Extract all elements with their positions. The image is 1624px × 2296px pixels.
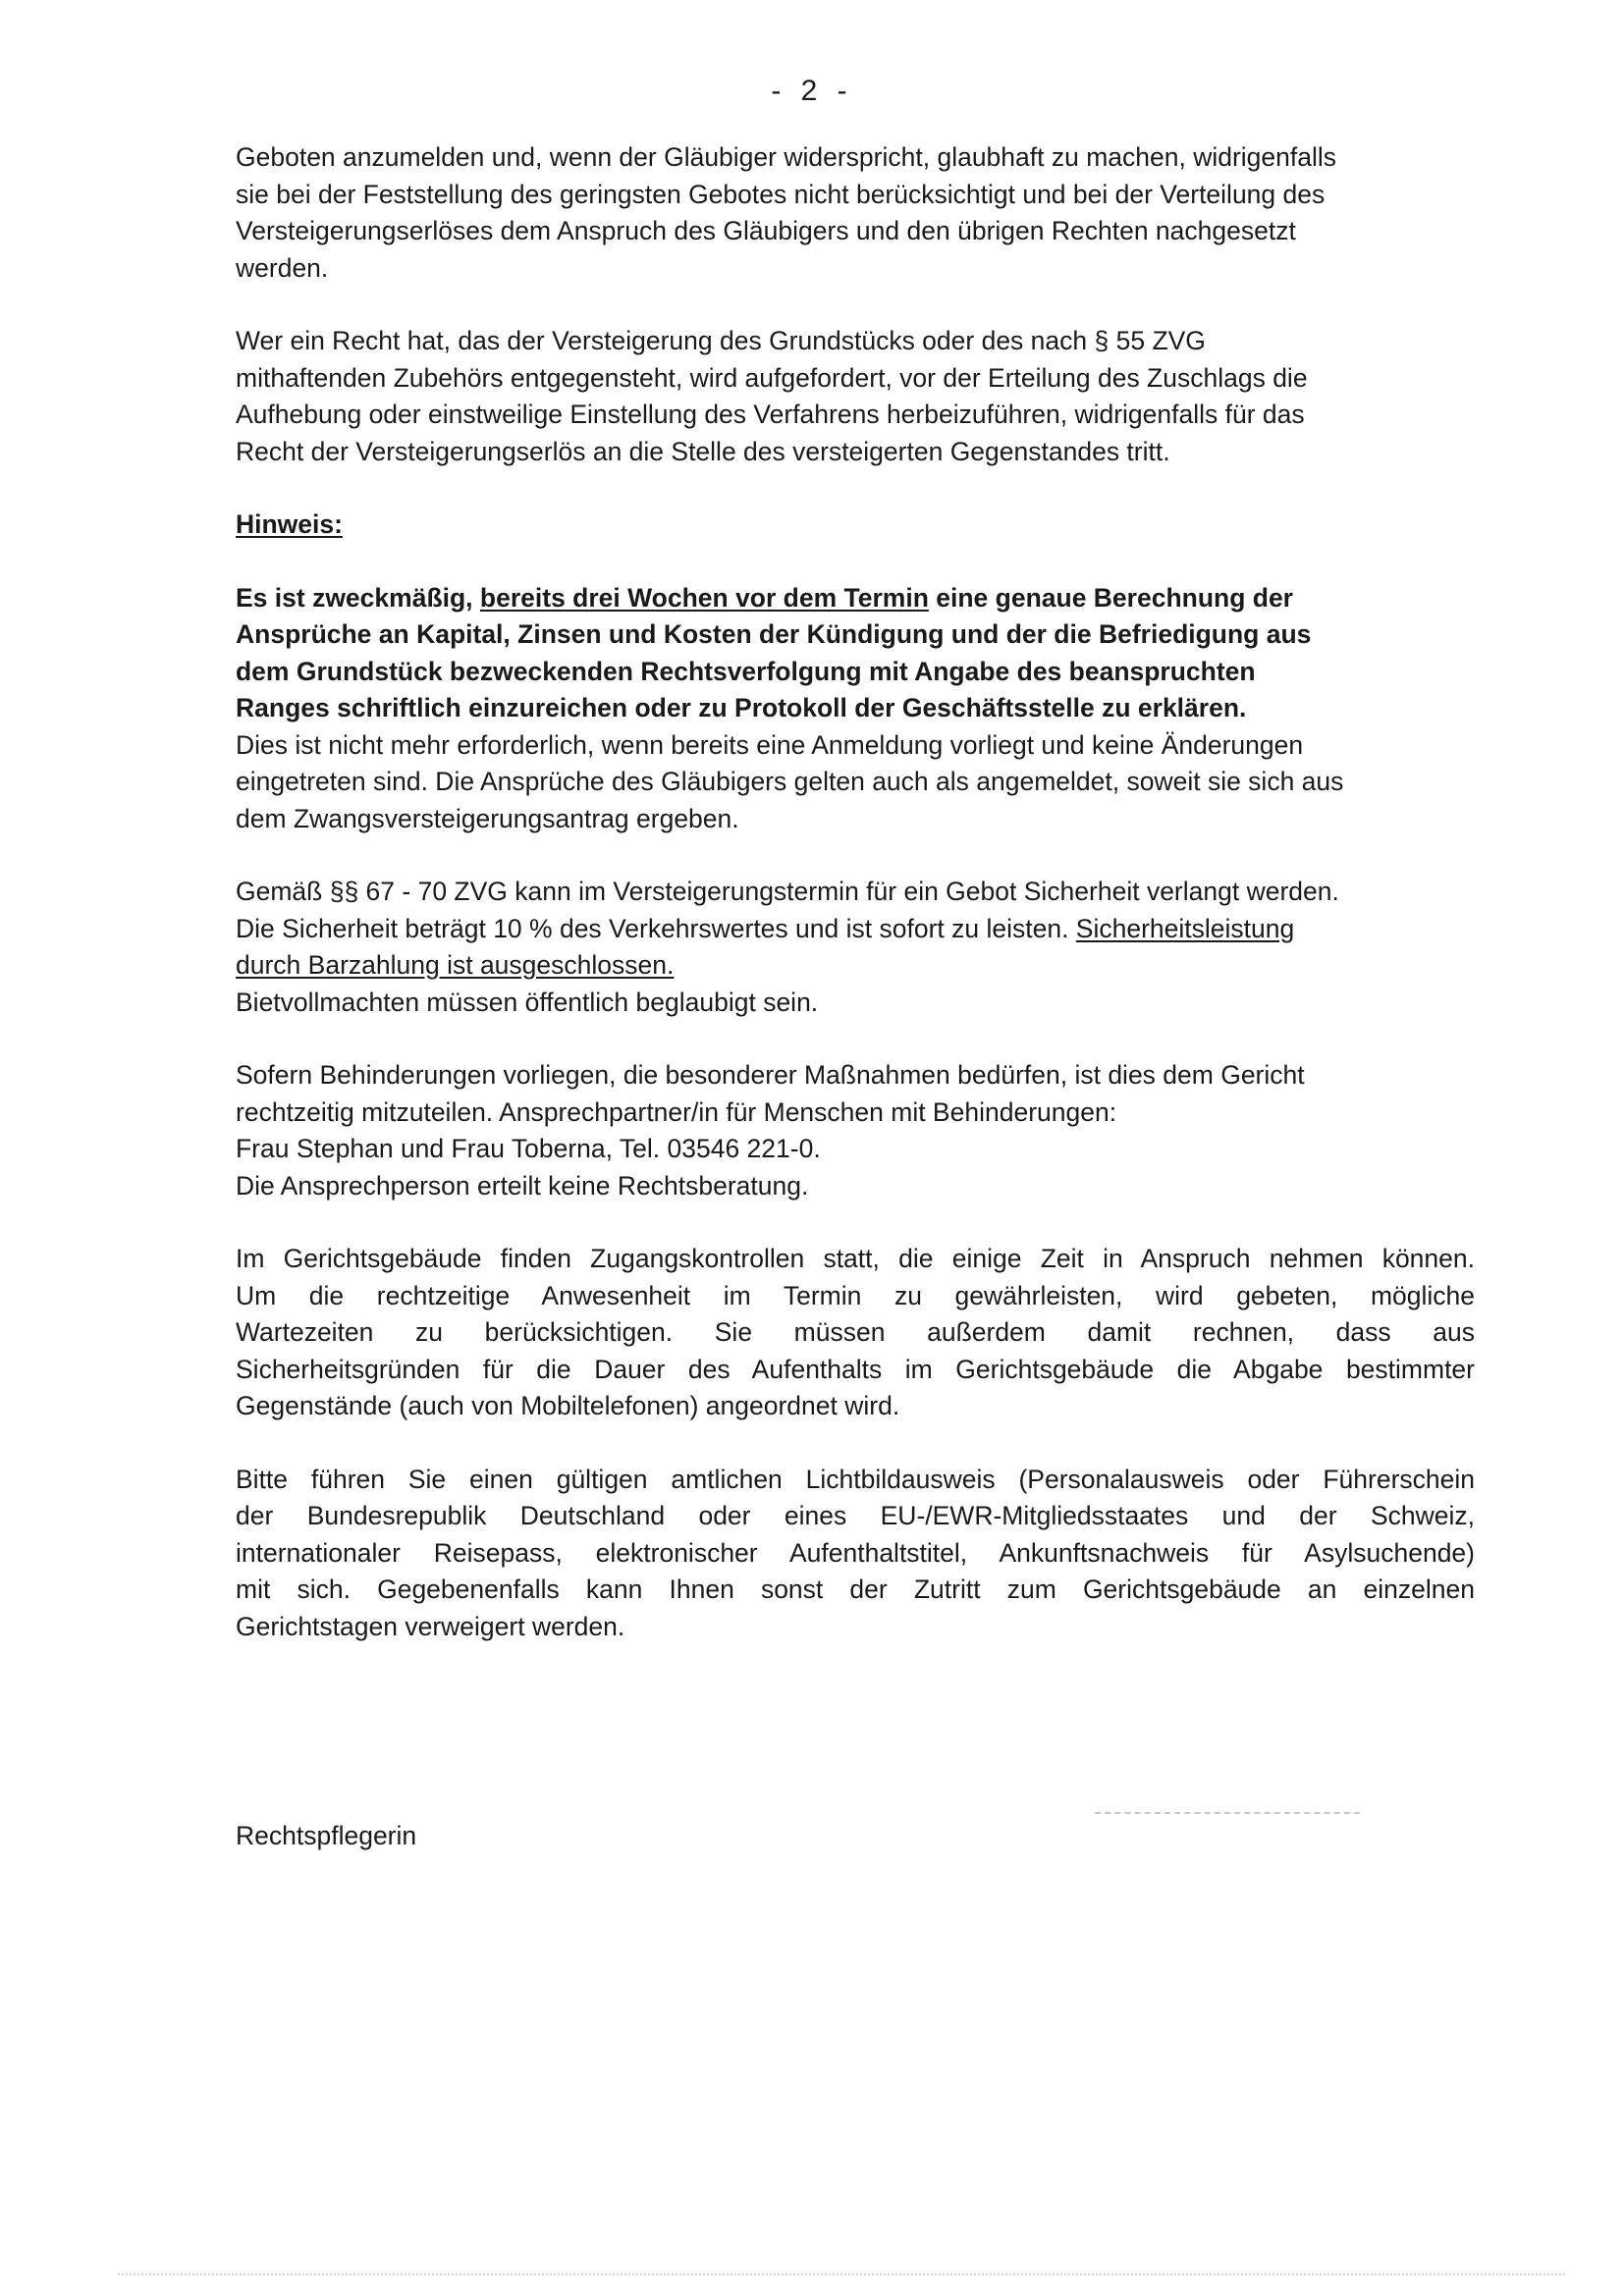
- security-underlined: Sicherheitsleistung: [1075, 913, 1295, 943]
- text-line: Aufhebung oder einstweilige Einstellung des Verfahrens herbeizuführen, widrigenfalls für das: [236, 400, 1305, 429]
- text-line: Um die rechtzeitige Anwesenheit im Termin zu gewährleisten, wird gebeten, mögliche: [236, 1280, 1475, 1310]
- security-plain: Die Sicherheit beträgt 10 % des Verkehrswertes und ist sofort zu leisten.: [236, 913, 1076, 943]
- text-line: internationaler Reisepass, elektronischer Aufenthaltstitel, Ankunftsnachweis für Asylsuchende): [236, 1537, 1475, 1568]
- signature-line: [1095, 1812, 1360, 1816]
- text-line: Bitte führen Sie einen gültigen amtlichen Lichtbildausweis (Personalausweis oder Führerschein: [236, 1464, 1475, 1494]
- text-line: [236, 911, 1475, 948]
- text-line: Wer ein Recht hat, das der Versteigerung des Grundstücks oder des nach § 55 ZVG: [236, 326, 1206, 355]
- text-line: Frau Stephan und Frau Toberna, Tel. 03546 221-0.: [236, 1134, 821, 1163]
- text-line: Im Gerichtsgebäude finden Zugangskontrollen statt, die einige Zeit in Anspruch nehmen können.: [236, 1244, 1475, 1273]
- text-line: Dies ist nicht mehr erforderlich, wenn bereits eine Anmeldung vorliegt und keine Änderungen: [236, 729, 1304, 760]
- signature-role: Rechtspflegerin: [236, 1821, 417, 1850]
- text-line: Die Ansprechperson erteilt keine Rechtsberatung.: [236, 1170, 809, 1201]
- text-line: eingetreten sind. Die Ansprüche des Gläubigers gelten auch als angemeldet, soweit sie sich aus: [236, 767, 1344, 796]
- text-line: Wartezeiten zu berücksichtigen. Sie müssen außerdem damit rechnen, dass aus: [236, 1317, 1475, 1347]
- text-line: dem Grundstück bezweckenden Rechtsverfolgung mit Angabe des beanspruchten: [236, 656, 1256, 686]
- text-line: der Bundesrepublik Deutschland oder eines EU-/EWR-Mitgliedsstaates und der Schweiz,: [236, 1501, 1475, 1530]
- text-line: rechtzeitig mitzuteilen. Ansprechpartner/in für Menschen mit Behinderungen:: [236, 1096, 1117, 1127]
- text-line: Bietvollmachten müssen öffentlich beglaubigt sein.: [236, 987, 819, 1017]
- paragraph-objection: [236, 323, 1475, 470]
- text-line: Ranges schriftlich einzureichen oder zu Protokoll der Geschäftsstelle zu erklären.: [236, 693, 1247, 722]
- text-line: durch Barzahlung ist ausgeschlossen.: [236, 950, 675, 980]
- text-line: mit sich. Gegebenenfalls kann Ihnen sonst der Zutritt zum Gerichtsgebäude an einzelnen: [236, 1575, 1475, 1604]
- page-number: - 2 -: [771, 75, 853, 107]
- text-line: Gegenstände (auch von Mobiltelefonen) angeordnet wird.: [236, 1391, 900, 1420]
- text-line: sie bei der Feststellung des geringsten Gebotes nicht berücksichtigt und bei der Verteilung des: [236, 179, 1326, 209]
- notice-deadline: bereits drei Wochen vor dem Termin: [479, 582, 929, 613]
- paragraph-disability: [236, 1057, 1475, 1204]
- paragraph-security: [236, 874, 1475, 1021]
- paragraph-notice: [236, 580, 1475, 838]
- text-line: dem Zwangsversteigerungsantrag ergeben.: [236, 803, 739, 833]
- text-line: Geboten anzumelden und, wenn der Gläubiger widerspricht, glaubhaft zu machen, widrigenfalls: [236, 142, 1337, 172]
- text-line: Recht der Versteigerungserlös an die Stelle des versteigerten Gegenstandes tritt.: [236, 436, 1170, 466]
- notice-bold-rest: eine genaue Berechnung der: [928, 582, 1293, 613]
- text-line: Sicherheitsgründen für die Dauer des Aufenthalts im Gerichtsgebäude die Abgabe bestimmter: [236, 1354, 1475, 1384]
- text-line: Ansprüche an Kapital, Zinsen und Kosten der Kündigung und der die Befriedigung aus: [236, 619, 1312, 649]
- text-line: Sofern Behinderungen vorliegen, die besonderer Maßnahmen bedürfen, ist dies dem Gericht: [236, 1060, 1305, 1090]
- notice-bold-start: Es ist zweckmäßig,: [236, 582, 480, 613]
- paragraph-registration: [236, 139, 1475, 287]
- text-line: Versteigerungserlöses dem Anspruch des Gläubigers und den übrigen Rechten nachgesetzt: [236, 216, 1296, 245]
- hinweis-heading: Hinweis:: [236, 509, 343, 539]
- paragraph-id-requirement: [236, 1462, 1475, 1646]
- document-body: [236, 139, 1475, 1645]
- text-line: werden.: [236, 252, 329, 283]
- paragraph-access-control: [236, 1241, 1475, 1425]
- text-line: Gemäß §§ 67 - 70 ZVG kann im Versteigerungstermin für ein Gebot Sicherheit verlangt werden.: [236, 877, 1339, 906]
- text-line: [236, 580, 1475, 617]
- scan-artifact: [118, 2273, 1565, 2278]
- text-line: mithaftenden Zubehörs entgegensteht, wird aufgefordert, vor der Erteilung des Zuschlags die: [236, 362, 1308, 393]
- text-line: Gerichtstagen verweigert werden.: [236, 1611, 625, 1641]
